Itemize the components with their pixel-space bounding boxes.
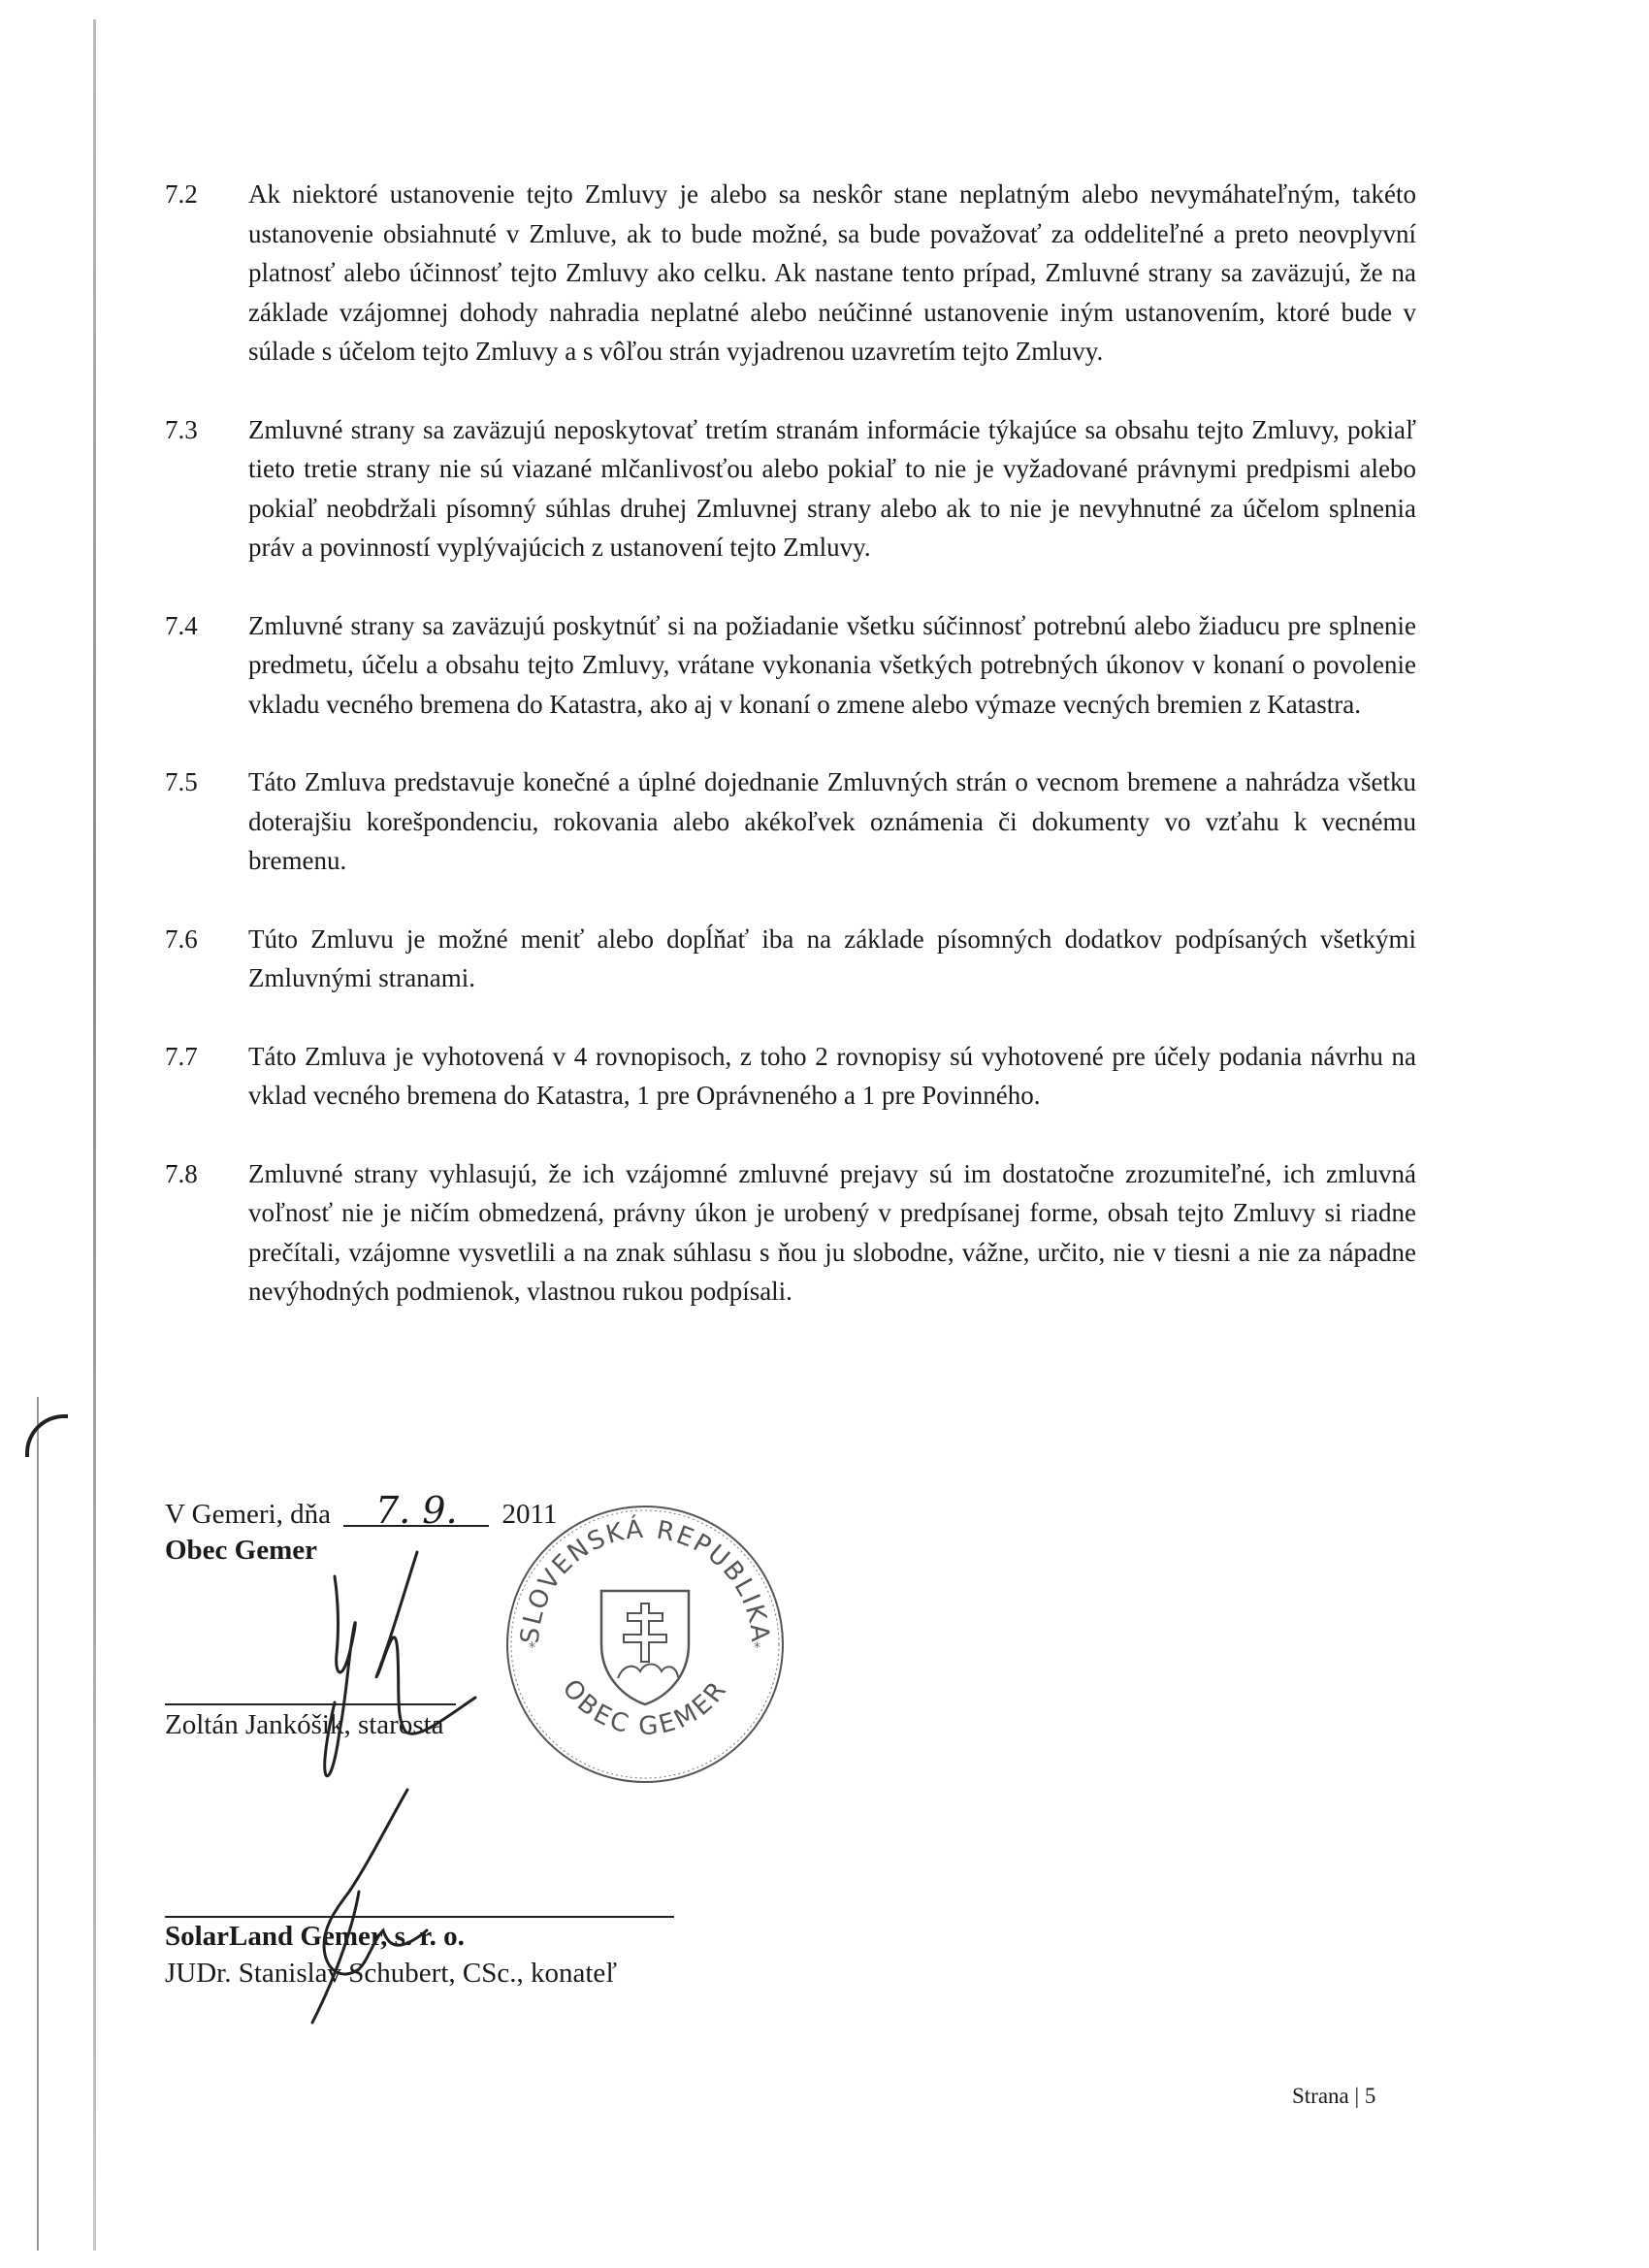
clause-text: Zmluvné strany sa zaväzujú neposkytovať tretím stranám informácie týkajúce sa obsahu tejto Zmluvy, pokiaľ tieto tretie strany nie sú viazané mlčanlivosťou alebo pokiaľ to nie je vyžadované právnymi predpismi alebo pokiaľ neobdržali písomný súhlas druhej Zmluvnej strany alebo ak to nie je nevyhnutné za účelom splnenia práv a povinností vyplývajúcich z ustanovení tejto Zmluvy. (248, 414, 1416, 562)
clause-text: Táto Zmluva je vyhotovená v 4 rovnopisoch, z toho 2 rovnopisy sú vyhotovené pre účely podania návrhu na vklad vecného bremena do Katastra, 1 pre Oprávneného a 1 pre Povinného. (248, 1041, 1416, 1110)
clause-number: 7.6 (165, 923, 198, 954)
clause-text: Túto Zmluvu je možné meniť alebo dopĺňať iba na základe písomných dodatkov podpísaných všetkými Zmluvnými stranami. (248, 923, 1416, 992)
svg-text:*: * (529, 1640, 535, 1656)
official-stamp (500, 1499, 791, 1790)
clause-number: 7.3 (165, 414, 198, 444)
stamp-bottom-text: OBEC GEMER (556, 1673, 734, 1742)
clause-number: 7.8 (165, 1158, 198, 1188)
clause-7-5 (165, 762, 1416, 881)
handwritten-date: 7. 9. (343, 1496, 489, 1527)
clause-number: 7.4 (165, 610, 198, 640)
coat-of-arms-icon (601, 1591, 689, 1704)
stamp-top-text: SLOVENSKÁ REPUBLIKA (515, 1514, 775, 1645)
clauses-list (165, 175, 1416, 1350)
clause-7-6 (165, 920, 1416, 998)
clause-7-3 (165, 410, 1416, 567)
page-number: Strana | 5 (1292, 2084, 1376, 2108)
clause-number: 7.2 (165, 179, 198, 209)
party2-signatory: JUDr. Stanislav Schubert, CSc., konateľ (165, 1958, 618, 1989)
clause-text: Táto Zmluva predstavuje konečné a úplné dojednanie Zmluvných strán o vecnom bremene a nahrádza všetku doterajšiu korešpondenciu, rokovania alebo akékoľvek oznámenia či dokumenty vo vzťahu k vecnému bremenu. (248, 767, 1416, 875)
date-year: 2011 (501, 1499, 558, 1530)
party1-name: Obec Gemer (165, 1535, 318, 1566)
scan-edge-artifact-lower (37, 1397, 39, 2251)
clause-text: Zmluvné strany vyhlasujú, že ich vzájomné zmluvné prejavy sú im dostatočne zrozumiteľné, ich zmluvná voľnosť nie je ničím obmedzená, právny úkon je urobený v predpísanej forme, obsah tejto Zmluvy si riadne prečítali, vzájomne vysvetlili a na znak súhlasu s ňou ju slobodne, vážne, určito, nie v tiesni a nie za nápadne nevýhodných podmienok, vlastnou rukou podpísali. (248, 1158, 1416, 1306)
party2-name: SolarLand Gemer, s. r. o. (165, 1921, 465, 1952)
svg-text:*: * (754, 1640, 760, 1656)
party1-signatory: Zoltán Jankóšik, starosta (165, 1709, 444, 1740)
place-prefix: V Gemeri, dňa (165, 1499, 331, 1530)
party1-handwritten-signature (281, 1538, 495, 1790)
scan-edge-artifact (93, 19, 96, 2251)
place-date-line (165, 1489, 558, 1532)
party2-handwritten-signature (291, 1785, 446, 2027)
clause-text: Zmluvné strany sa zaväzujú poskytnúť si na požiadanie všetku súčinnosť potrebnú alebo žiaducu pre splnenie predmetu, účelu a obsahu tejto Zmluvy, vrátane vykonania všetkých potrebných úkonov v konaní o povolenie vkladu vecného bremena do Katastra, ako aj v konaní o zmene alebo výmaze vecných bremien z Katastra. (248, 610, 1416, 719)
binder-hole-artifact (25, 1414, 68, 1457)
clause-number: 7.7 (165, 1041, 198, 1071)
clause-number: 7.5 (165, 767, 198, 796)
clause-7-7 (165, 1037, 1416, 1116)
clause-7-2 (165, 175, 1416, 372)
clause-7-4 (165, 606, 1416, 725)
clause-7-8 (165, 1154, 1416, 1312)
clause-text: Ak niektoré ustanovenie tejto Zmluvy je alebo sa neskôr stane neplatným alebo nevymáhateľným, takéto ustanovenie obsiahnuté v Zmluve, ak to bude možné, sa bude považovať za oddeliteľné a preto neovplyvní platnosť alebo účinnosť tejto Zmluvy ako celku. Ak nastane tento prípad, Zmluvné strany sa zaväzujú, že na základe vzájomnej dohody nahradia neplatné alebo neúčinné ustanovenie iným ustanovením, ktoré bude v súlade s účelom tejto Zmluvy a s vôľou strán vyjadrenou uzavretím tejto Zmluvy. (248, 179, 1416, 366)
